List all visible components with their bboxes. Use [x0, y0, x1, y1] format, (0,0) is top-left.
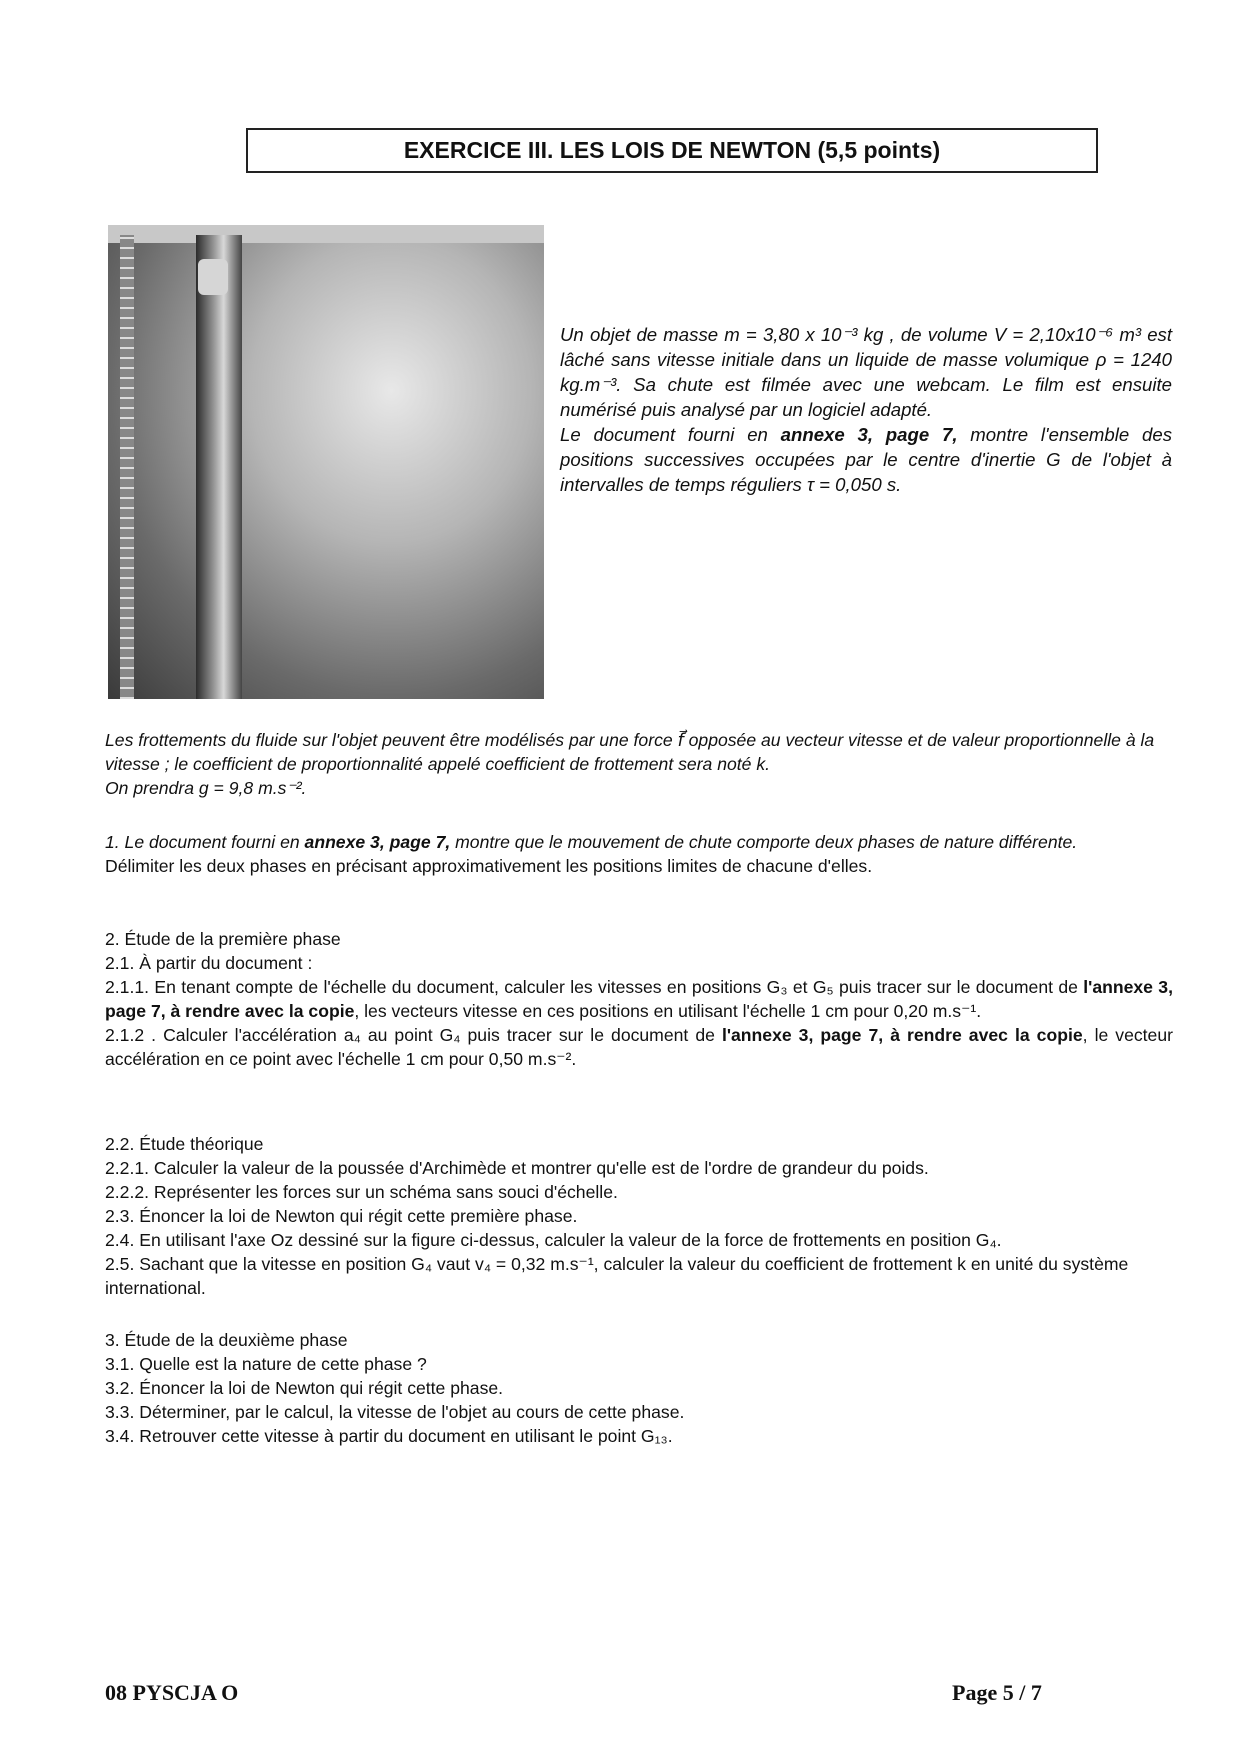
webcam-photo	[108, 225, 544, 699]
q2-2-1: 2.2.1. Calculer la valeur de la poussée d'Archimède et montrer qu'elle est de l'ordre de grandeur du poids.	[105, 1158, 929, 1178]
footer-code: 08 PYSCJA O	[105, 1680, 239, 1705]
q211-b: l'annexe 3, page 7, à rendre avec la copie	[105, 977, 1173, 1021]
question-2-2	[105, 1132, 1173, 1300]
q212-a: 2.1.2 . Calculer l'accélération a₄ au point G₄ puis tracer sur le document de	[105, 1025, 722, 1045]
intro-p1: Un objet de masse m = 3,80 x 10⁻³ kg , de volume V = 2,10x10⁻⁶ m³ est lâché sans vitesse initiale dans un liquide de masse volumique ρ = 1240 kg.m⁻³. Sa chute est filmée avec une webcam. Le film est ensuite numérisé puis analysé par un logiciel adapté.	[560, 324, 1172, 420]
photo-scale-ruler	[120, 235, 134, 699]
question-1	[105, 830, 1173, 878]
intro-p2-c: montre l'ensemble des positions successives occupées par le centre d'inertie G de l'objet à intervalles de temps réguliers τ = 0,050 s.	[560, 424, 1172, 495]
q3-1: 3.1. Quelle est la nature de cette phase ?	[105, 1354, 427, 1374]
photo-falling-object	[198, 259, 228, 295]
q2-1: 2.1. À partir du document :	[105, 953, 313, 973]
q1-a: 1. Le document fourni en	[105, 832, 305, 852]
q3-head: 3. Étude de la deuxième phase	[105, 1330, 348, 1350]
q212-b: l'annexe 3, page 7, à rendre avec la copie	[721, 1025, 1083, 1045]
q2-1-1	[105, 975, 1173, 1023]
frottements-line1: Les frottements du fluide sur l'objet peuvent être modélisés par une force f⃗ opposée au vecteur vitesse et de valeur proportionnelle à la vitesse ; le coefficient de proportionnalité appelé coefficient de frottement sera noté k.	[105, 730, 1155, 774]
q3-2: 3.2. Énoncer la loi de Newton qui régit cette phase.	[105, 1378, 504, 1398]
q2-1-2	[105, 1023, 1173, 1071]
photo-tube	[196, 235, 242, 699]
intro-text	[560, 322, 1172, 497]
intro-p2-b: annexe 3, page 7,	[780, 424, 958, 445]
q1-b: annexe 3, page 7,	[304, 832, 451, 852]
frottements-text	[105, 728, 1173, 800]
q1-d: Délimiter les deux phases en précisant approximativement les positions limites de chacune d'elles.	[105, 856, 873, 876]
q2-5: 2.5. Sachant que la vitesse en position G₄ vaut v₄ = 0,32 m.s⁻¹, calculer la valeur du coefficient de frottement k en unité du système international.	[105, 1254, 1129, 1298]
q211-a: 2.1.1. En tenant compte de l'échelle du document, calculer les vitesses en positions G₃ et G₅ puis tracer sur le document de	[105, 977, 1084, 997]
q2-4: 2.4. En utilisant l'axe Oz dessiné sur la figure ci-dessus, calculer la valeur de la force de frottements en position G₄.	[105, 1230, 1002, 1250]
q211-c: , les vecteurs vitesse en ces positions en utilisant l'échelle 1 cm pour 0,20 m.s⁻¹.	[354, 1001, 982, 1021]
q2-head: 2. Étude de la première phase	[105, 929, 341, 949]
question-3	[105, 1328, 1173, 1448]
photo-top-bar	[108, 225, 544, 243]
q3-3: 3.3. Déterminer, par le calcul, la vitesse de l'objet au cours de cette phase.	[105, 1402, 685, 1422]
intro-p2	[560, 422, 1172, 497]
q1-c: montre que le mouvement de chute comporte deux phases de nature différente.	[450, 832, 1078, 852]
q3-4: 3.4. Retrouver cette vitesse à partir du document en utilisant le point G₁₃.	[105, 1426, 673, 1446]
q2-2: 2.2. Étude théorique	[105, 1134, 264, 1154]
q2-2-2: 2.2.2. Représenter les forces sur un schéma sans souci d'échelle.	[105, 1182, 618, 1202]
q212-c: , le vecteur accélération en ce point avec l'échelle 1 cm pour 0,50 m.s⁻².	[105, 1025, 1173, 1069]
intro-p2-a: Le document fourni en	[560, 424, 781, 445]
frottements-line2: On prendra g = 9,8 m.s⁻².	[105, 778, 307, 798]
footer-page: Page 5 / 7	[952, 1680, 1042, 1705]
exercise-title: EXERCICE III. LES LOIS DE NEWTON (5,5 points)	[246, 128, 1098, 173]
question-2	[105, 927, 1173, 1071]
q2-3: 2.3. Énoncer la loi de Newton qui régit cette première phase.	[105, 1206, 578, 1226]
